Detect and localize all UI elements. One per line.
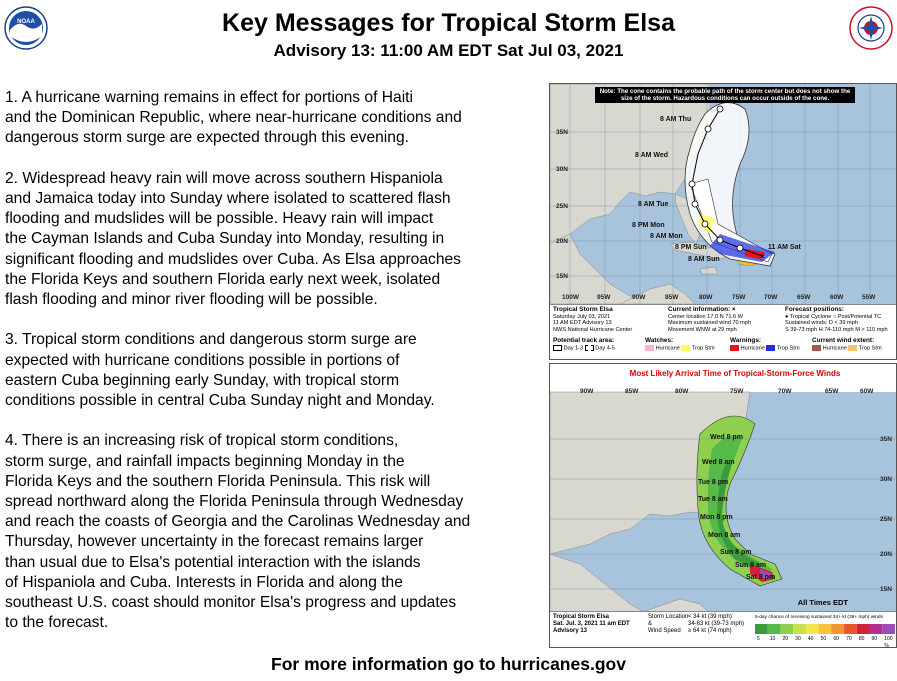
arrival-time-label: Tue 8 pm: [698, 479, 729, 486]
arrival-time-map: Most Likely Arrival Time of Tropical-Storm-Force Winds 90W 85W 80W 75W 70W 65W 60W 35N 30N 25N 20N 15N Wed 8 pm Wed 8 am Tue 8 pm Tue 8 am Mon 8 pm Mon 8 am Sun 8 pm Sun 8 am Sat 8 pm All Times EDT Tropical Storm Elsa Sat. Jul. 3, 2021 11 am EDT Advisory 13 Storm Location & Wind Speed < 34 kt (39 mph) 34-63 kt (39-73 mph) ≥ 64 kt (74 mph) 5-day chance of receiving sustained 34+ kt (39+ mph) winds 5 10 20 30 40 50 60 70 80 90 100 %: [549, 363, 897, 648]
arrival-time-label: Mon 8 pm: [700, 514, 733, 521]
footer-link-text: For more information go to hurricanes.gov: [271, 654, 626, 674]
colorbar-label: 80: [858, 636, 865, 642]
lat-label: 35N: [556, 129, 568, 136]
page-title: Key Messages for Tropical Storm Elsa: [222, 9, 675, 37]
arrival-map-title: Most Likely Arrival Time of Tropical-Storm-Force Winds: [629, 369, 841, 378]
key-message-1: 1. A hurricane warning remains in effect for portions of Haiti and the Dominican Republic, where near-hurricane conditions and dangerous storm surge are expected through this evening.: [5, 89, 462, 147]
colorbar-swatch: [857, 624, 870, 634]
point-label: 11 AM Sat: [768, 244, 801, 251]
lon-label: 90W: [632, 294, 646, 301]
arrival-time-label: Tue 8 am: [698, 496, 728, 503]
advisory-subtitle: Advisory 13: 11:00 AM EDT Sat Jul 03, 2021: [273, 41, 624, 60]
colorbar-swatch: [806, 624, 819, 634]
colorbar-label: 40: [807, 636, 814, 642]
arrival-time-label: Wed 8 pm: [710, 434, 743, 441]
forecast-cone-map: [549, 83, 897, 360]
lon-label: 95W: [597, 294, 611, 301]
point-label: 8 AM Mon: [650, 233, 683, 240]
colorbar-swatch: [780, 624, 793, 634]
probability-labels: [755, 636, 895, 648]
point-label: 8 AM Tue: [638, 201, 669, 208]
colorbar-label: 70: [846, 636, 852, 642]
arrival-legend: Tropical Storm Elsa Sat. Jul. 3, 2021 11 am EDT Advisory 13 Storm Location & Wind Speed < 34 kt (39 mph) 34-63 kt (39-73 mph) ≥ 64 kt (74 mph) 5-day chance of receiving sustained 34+ kt (39+ mph) winds 5 10 20 30 40 50 60 70 80 90 100 %: [550, 611, 896, 647]
all-times-label: All Times EDT: [797, 598, 848, 607]
svg-text:×: ×: [760, 252, 765, 261]
key-messages: [5, 88, 535, 654]
colorbar-swatch: [755, 624, 768, 634]
colorbar-label: 5: [757, 636, 760, 642]
cone-map-graphic: [550, 84, 897, 304]
colorbar-swatch: [793, 624, 806, 634]
arrival-time-label: Sat 8 pm: [746, 574, 776, 581]
colorbar-label: 60: [833, 636, 839, 642]
arrival-time-label: Sun 8 pm: [720, 549, 752, 556]
arrival-time-label: Sun 8 am: [735, 562, 767, 569]
lat-label: 15N: [556, 273, 568, 280]
colorbar-swatch: [819, 624, 832, 634]
point-label: 8 PM Mon: [632, 222, 665, 229]
colorbar-label: 30: [795, 636, 801, 642]
point-label: 8 AM Sun: [688, 256, 720, 263]
lon-label: 85W: [665, 294, 679, 301]
lon-label: 65W: [797, 294, 811, 301]
colorbar-swatch: [831, 624, 844, 634]
arrival-time-label: Mon 8 am: [708, 532, 741, 539]
point-label: 8 AM Thu: [660, 116, 692, 123]
key-message-3: 3. Tropical storm conditions and dangerous storm surge are expected with hurricane conditions possible in portions of eastern Cuba beginning early Sunday, with tropical storm conditions possible in central Cuba Sunday night and Monday.: [5, 331, 435, 410]
colorbar-label: 50: [820, 636, 827, 642]
cone-note: Note: The cone contains the probable path of the storm center but does not show the size of the storm. Hazardous conditions can occur outside of the cone.: [595, 87, 855, 103]
lon-label: 100W: [562, 294, 579, 301]
arrival-time-label: Wed 8 am: [702, 459, 735, 466]
lat-label: 30N: [556, 166, 568, 173]
probability-colorbar: [755, 624, 895, 634]
colorbar-label: 90: [871, 636, 878, 642]
lat-label: 25N: [556, 203, 568, 210]
colorbar-label: 20: [782, 636, 789, 642]
point-label: 8 PM Sun: [675, 244, 707, 251]
cone-legend: Tropical Storm Elsa Saturday July 03, 2021 11 AM EDT Advisory 13 NWS National Hurricane Center Current information: × Center location 17.0 N 71.6 W Maximum sustained wind 70 mph Movement WNW at 29 mph Forecast positions: ● Tropical Cyclone ○ Post/Potential TC Sustained winds: D < 39 mph S 39-73 mph H 74-110 mph M > 110 mph Potential track area: Day 1-3 Day 4-5 Watches: Hurricane Trop Stm Warnings: Hurricane Trop Stm Current wind extent: Hurricane Trop Stm: [550, 304, 896, 360]
lon-label: 60W: [830, 294, 844, 301]
colorbar-label: 100 %: [884, 636, 893, 648]
colorbar-swatch: [870, 624, 883, 634]
colorbar-label: 10: [769, 636, 776, 642]
lon-label: 75W: [732, 294, 746, 301]
key-message-4: 4. There is an increasing risk of tropical storm conditions, storm surge, and rainfall impacts beginning Monday in the Florida Keys and the southern Florida Peninsula. This risk will spread northward along the Florida Peninsula through Wednesday and reach the coasts of Georgia and the Carolinas Wednesday and Thursday, however uncertainty in the forecast remains larger than usual due to Elsa's potential interaction with the islands of Hispaniola and Cuba. Interests in Florida and along the southeast U.S. coast should monitor Elsa's progress and updates to the forecast.: [5, 432, 471, 632]
lon-label: 55W: [862, 294, 876, 301]
point-label: 8 AM Wed: [635, 152, 669, 159]
colorbar-swatch: [882, 624, 895, 634]
lon-label: 70W: [764, 294, 778, 301]
key-message-2: 2. Widespread heavy rain will move across southern Hispaniola and Jamaica today into Sunday where isolated to scattered flash flooding and mudslides will be possible. Heavy rain will impact the Cayman Islands and Cuba Sunday into Monday, resulting in significant flooding and mudslides over Cuba. As Elsa approaches the Florida Keys and southern Florida early next week, isolated flash flooding and minor river flooding will be possible.: [5, 169, 461, 309]
lon-label: 80W: [699, 294, 713, 301]
svg-text:NOAA: NOAA: [17, 19, 35, 25]
colorbar-swatch: [768, 624, 781, 634]
lat-label: 20N: [556, 238, 568, 245]
colorbar-swatch: [844, 624, 857, 634]
